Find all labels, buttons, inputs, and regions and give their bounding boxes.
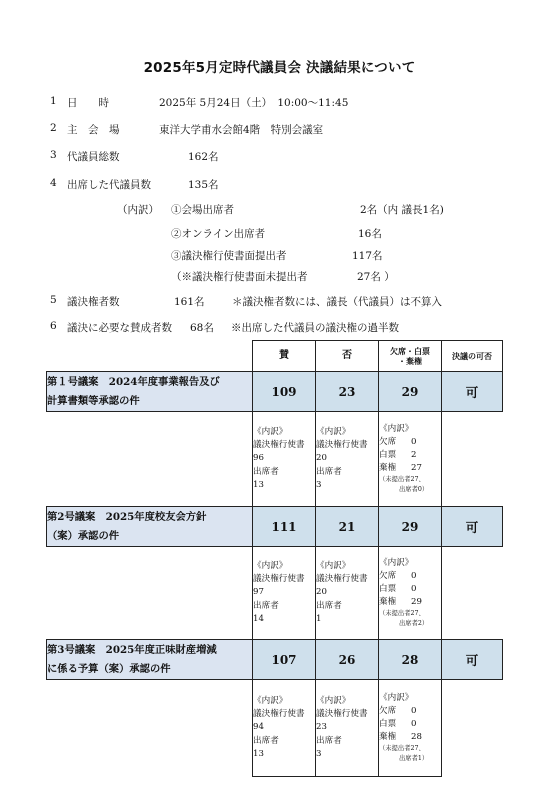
breakdown-spacer <box>47 547 253 640</box>
proposal-row <box>47 507 503 547</box>
breakdown-row <box>47 412 503 507</box>
written-vote-label: 議決権行使書 <box>253 574 305 585</box>
unsubmitted-note: （未提出者27、 <box>379 476 425 484</box>
info-venue <box>50 122 324 136</box>
against-breakdown <box>316 412 379 507</box>
attendee-label: 出席者 <box>316 600 342 611</box>
proposal-title-line2: （案）承認の件 <box>47 529 120 542</box>
item-number: 6 <box>50 320 57 332</box>
attendee-label: 出席者 <box>253 735 279 746</box>
written-vote-label: 議決権行使書 <box>316 574 368 585</box>
breakdown-result-spacer <box>442 412 503 507</box>
breakdown-heading: 《内訳》 <box>316 695 351 706</box>
written-vote-label: 議決権行使書 <box>253 709 305 720</box>
item-number: 4 <box>50 177 57 189</box>
written-vote-count: 23 <box>316 722 327 733</box>
breakdown-heading: 《内訳》 <box>379 557 414 568</box>
voting-members-value: 161名 <box>174 296 205 308</box>
abstain-label: 棄権 <box>379 463 397 474</box>
header-for: 賛 <box>253 341 316 372</box>
blank-line <box>379 718 441 731</box>
abstain-line <box>379 731 441 744</box>
item-number: 3 <box>50 149 57 161</box>
vote-for-count: 107 <box>253 640 316 680</box>
breakdown-heading: 《内訳》 <box>316 426 351 437</box>
absent-count: 0 <box>411 436 417 447</box>
breakdown-heading: 《内訳》 <box>253 695 288 706</box>
vote-result: 可 <box>442 507 503 547</box>
written-vote-count: 97 <box>253 587 264 598</box>
proposal-title <box>47 372 253 412</box>
info-required-votes <box>50 320 399 334</box>
breakdown-row <box>47 547 503 640</box>
breakdown-venue-value: 2名（内 議長1名) <box>360 204 444 216</box>
vote-results-table <box>46 340 503 777</box>
voting-members-label: 議決権者数 <box>67 296 120 308</box>
breakdown-row <box>47 680 503 777</box>
attendee-note: 出席者0） <box>399 486 429 494</box>
required-votes-label: 議決に必要な賛成者数 <box>67 322 172 334</box>
venue-label: 主 会 場 <box>67 124 120 136</box>
attendee-count: 1 <box>316 613 322 624</box>
blank-line <box>379 583 441 596</box>
proposal-title-line2: に係る予算（案）承認の件 <box>47 662 171 675</box>
attendee-count: 13 <box>253 479 264 490</box>
attendee-count: 13 <box>253 748 264 759</box>
venue-value: 東洋大学甫水会館4階 特別会議室 <box>159 124 324 136</box>
breakdown-venue-label: ①会場出席者 <box>171 204 234 216</box>
header-blank <box>47 341 253 372</box>
attendee-label: 出席者 <box>316 466 342 477</box>
proposal-title <box>47 640 253 680</box>
proposal-title <box>47 507 253 547</box>
proposal-title-line1: 第2号議案 2025年度校友会方針 <box>47 510 207 523</box>
vote-abstain-count: 28 <box>379 640 442 680</box>
attendee-label: 出席者 <box>253 466 279 477</box>
written-vote-label: 議決権行使書 <box>316 440 368 451</box>
breakdown-heading: 《内訳》 <box>253 560 288 571</box>
abstain-breakdown <box>379 547 442 640</box>
abstain-count: 28 <box>411 732 422 743</box>
table-header-row <box>47 341 503 372</box>
header-abstain <box>379 341 442 372</box>
info-attended-delegates <box>50 177 219 191</box>
vote-against-count: 21 <box>316 507 379 547</box>
abstain-label: 棄権 <box>379 732 397 743</box>
header-result: 決議の可否 <box>442 341 503 372</box>
required-votes-note: ※出席した代議員の議決権の過半数 <box>231 322 399 334</box>
attendee-count: 3 <box>316 479 322 490</box>
written-vote-label: 議決権行使書 <box>253 440 305 451</box>
for-breakdown <box>253 412 316 507</box>
attendee-note: 出席者2） <box>399 620 429 628</box>
total-delegates-value: 162名 <box>188 151 219 163</box>
breakdown-spacer <box>47 412 253 507</box>
breakdown-heading: （内訳） <box>117 204 159 216</box>
header-abstain-line2: ・棄権 <box>398 356 422 366</box>
written-vote-count: 20 <box>316 587 327 598</box>
required-votes-value: 68名 <box>190 322 214 334</box>
blank-label: 白票 <box>379 719 397 729</box>
header-against: 否 <box>316 341 379 372</box>
for-breakdown <box>253 680 316 777</box>
abstain-line <box>379 596 441 609</box>
item-number: 2 <box>50 122 57 134</box>
breakdown-result-spacer <box>442 547 503 640</box>
proposal-title-line1: 第１号議案 2024年度事業報告及び <box>47 375 220 388</box>
vote-result: 可 <box>442 372 503 412</box>
absent-label: 欠席 <box>379 436 397 447</box>
vote-result: 可 <box>442 640 503 680</box>
abstain-count: 29 <box>411 597 422 608</box>
attendee-label: 出席者 <box>253 600 279 611</box>
written-vote-count: 96 <box>253 453 264 464</box>
written-vote-label: 議決権行使書 <box>316 709 368 720</box>
against-breakdown <box>316 680 379 777</box>
breakdown-heading: 《内訳》 <box>379 692 414 703</box>
meeting-info <box>0 0 559 340</box>
breakdown-online-value: 16名 <box>358 228 382 240</box>
abstain-breakdown <box>379 680 442 777</box>
blank-count: 0 <box>411 719 417 729</box>
absent-line <box>379 570 441 583</box>
abstain-breakdown <box>379 412 442 507</box>
breakdown-written-label: ③議決権行使書面提出者 <box>171 250 287 262</box>
attendee-note: 出席者1） <box>399 755 429 763</box>
vote-against-count: 26 <box>316 640 379 680</box>
proposal-row <box>47 640 503 680</box>
page-title: 2025年5月定時代議員会 決議結果について <box>143 60 416 76</box>
vote-abstain-count: 29 <box>379 372 442 412</box>
abstain-count: 27 <box>411 463 422 474</box>
proposal-title-line2: 計算書類等承認の件 <box>47 394 140 407</box>
breakdown-heading: 《内訳》 <box>316 560 351 571</box>
attendee-label: 出席者 <box>316 735 342 746</box>
abstain-line <box>379 462 441 475</box>
blank-count: 0 <box>411 584 417 594</box>
proposal-title-line1: 第3号議案 2025年度正味財産増減 <box>47 643 217 656</box>
breakdown-written-value: 117名 <box>352 250 383 262</box>
breakdown-heading: 《内訳》 <box>379 423 414 434</box>
blank-label: 白票 <box>379 450 397 460</box>
breakdown-unsubmitted-label: （※議決権行使書面未提出者 <box>171 271 308 283</box>
breakdown-online-label: ②オンライン出席者 <box>171 228 266 240</box>
vote-abstain-count: 29 <box>379 507 442 547</box>
datetime-label: 日 時 <box>67 97 109 109</box>
absent-line <box>379 436 441 449</box>
absent-count: 0 <box>411 705 417 716</box>
vote-for-count: 109 <box>253 372 316 412</box>
info-total-delegates <box>50 149 219 163</box>
voting-members-note: ＊議決権者数には、議長（代議員）は不算入 <box>232 296 442 308</box>
breakdown-spacer <box>47 680 253 777</box>
for-breakdown <box>253 547 316 640</box>
attendee-count: 14 <box>253 613 264 624</box>
attended-value: 135名 <box>188 179 219 191</box>
against-breakdown <box>316 547 379 640</box>
absent-line <box>379 705 441 718</box>
info-voting-members <box>50 294 442 308</box>
written-vote-count: 20 <box>316 453 327 464</box>
item-number: 5 <box>50 294 57 306</box>
abstain-label: 棄権 <box>379 597 397 608</box>
unsubmitted-note: （未提出者27、 <box>379 610 425 618</box>
vote-against-count: 23 <box>316 372 379 412</box>
absent-label: 欠席 <box>379 705 397 716</box>
info-datetime <box>50 95 349 109</box>
attendee-count: 3 <box>316 748 322 759</box>
attended-label: 出席した代議員数 <box>67 179 151 191</box>
breakdown-unsubmitted-value: 27名 ） <box>357 271 395 283</box>
unsubmitted-note: （未提出者27、 <box>379 745 425 753</box>
header-abstain-line1: 欠席・白票 <box>390 346 430 356</box>
breakdown-heading: 《内訳》 <box>253 426 288 437</box>
vote-for-count: 111 <box>253 507 316 547</box>
datetime-value: 2025年 5月24日（土） 10:00～11:45 <box>159 97 349 109</box>
written-vote-count: 94 <box>253 722 264 733</box>
blank-label: 白票 <box>379 584 397 594</box>
breakdown-result-spacer <box>442 680 503 777</box>
blank-line <box>379 449 441 462</box>
blank-count: 2 <box>411 450 417 460</box>
item-number: 1 <box>50 95 57 107</box>
total-delegates-label: 代議員総数 <box>67 151 120 163</box>
proposal-row <box>47 372 503 412</box>
absent-label: 欠席 <box>379 570 397 581</box>
absent-count: 0 <box>411 570 417 581</box>
